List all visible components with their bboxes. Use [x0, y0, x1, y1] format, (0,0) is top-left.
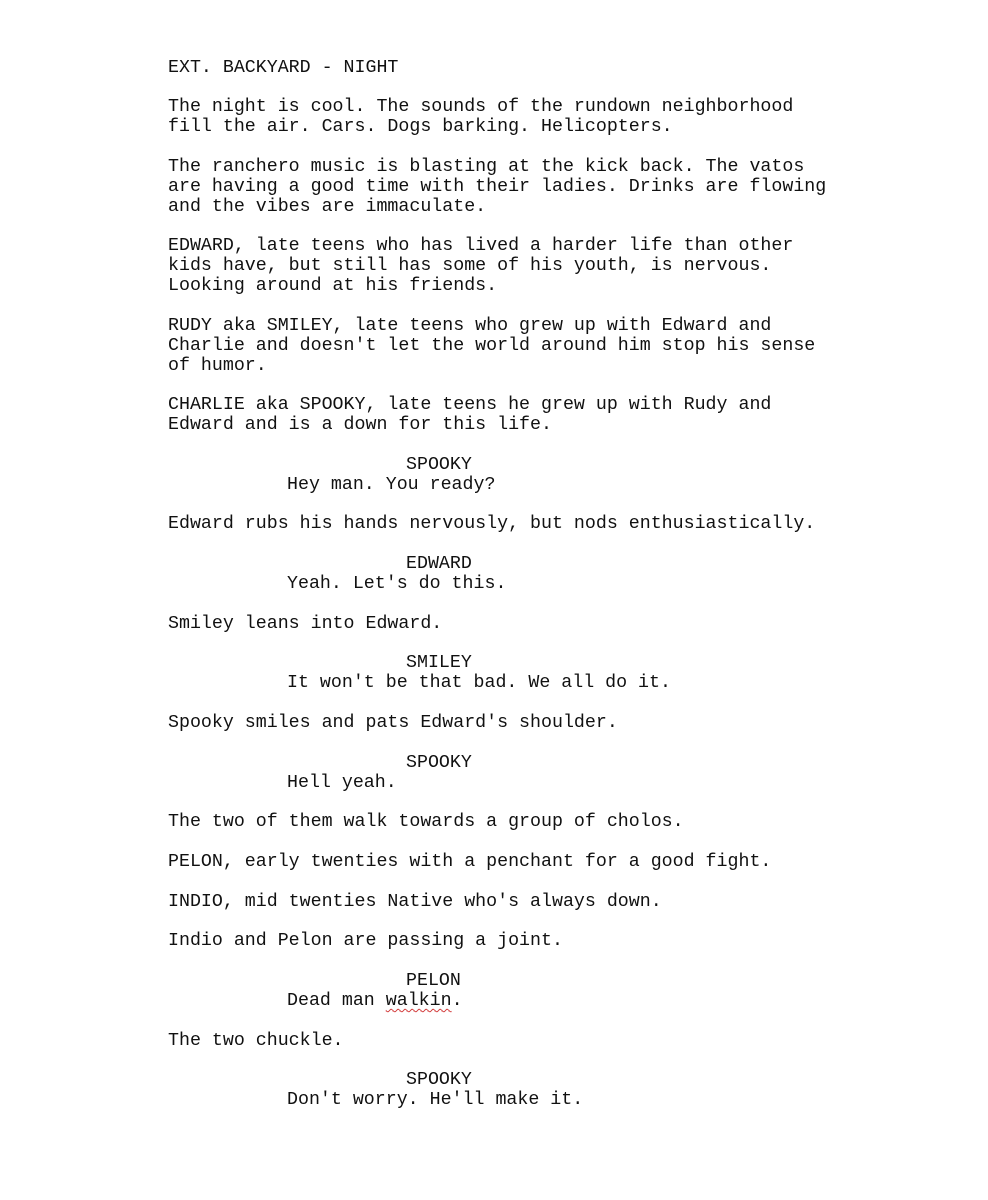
dialogue-text: . — [451, 991, 463, 1011]
action-line: Edward and is a down for this life. — [168, 415, 552, 435]
action-line: are having a good time with their ladies. Drinks are flowing — [168, 177, 827, 197]
character-name: SPOOKY — [406, 1070, 472, 1090]
dialogue-line: Yeah. Let's do this. — [287, 574, 507, 594]
action-line: Looking around at his friends. — [168, 276, 498, 296]
action-line: The two chuckle. — [168, 1031, 344, 1051]
dialogue-text: Dead man — [287, 991, 386, 1011]
action-line: of humor. — [168, 356, 267, 376]
action-line: kids have, but still has some of his youth, is nervous. — [168, 256, 772, 276]
character-name: SMILEY — [406, 653, 472, 673]
action-line: fill the air. Cars. Dogs barking. Helicopters. — [168, 117, 673, 137]
action-line: Indio and Pelon are passing a joint. — [168, 931, 563, 951]
character-name: SPOOKY — [406, 753, 472, 773]
action-line: CHARLIE aka SPOOKY, late teens he grew up with Rudy and — [168, 395, 772, 415]
action-line: PELON, early twenties with a penchant for a good fight. — [168, 852, 772, 872]
scene-heading: EXT. BACKYARD - NIGHT — [168, 58, 399, 78]
dialogue-line: Hey man. You ready? — [287, 475, 496, 495]
action-line: INDIO, mid twenties Native who's always down. — [168, 892, 662, 912]
dialogue-line: It won't be that bad. We all do it. — [287, 673, 671, 693]
action-line: RUDY aka SMILEY, late teens who grew up with Edward and — [168, 316, 772, 336]
dialogue-line — [287, 991, 463, 1011]
action-line: EDWARD, late teens who has lived a harder life than other — [168, 236, 794, 256]
misspelled-word[interactable]: walkin — [385, 991, 452, 1011]
character-name: PELON — [406, 971, 461, 991]
action-line: Smiley leans into Edward. — [168, 614, 443, 634]
dialogue-line: Don't worry. He'll make it. — [287, 1090, 584, 1110]
character-name: SPOOKY — [406, 455, 472, 475]
action-line: and the vibes are immaculate. — [168, 197, 487, 217]
dialogue-line: Hell yeah. — [287, 773, 397, 793]
action-line: The ranchero music is blasting at the kick back. The vatos — [168, 157, 805, 177]
action-line: Spooky smiles and pats Edward's shoulder. — [168, 713, 618, 733]
action-line: The two of them walk towards a group of cholos. — [168, 812, 684, 832]
action-line: Edward rubs his hands nervously, but nods enthusiastically. — [168, 514, 816, 534]
action-line: Charlie and doesn't let the world around him stop his sense — [168, 336, 816, 356]
action-line: The night is cool. The sounds of the rundown neighborhood — [168, 97, 794, 117]
character-name: EDWARD — [406, 554, 472, 574]
